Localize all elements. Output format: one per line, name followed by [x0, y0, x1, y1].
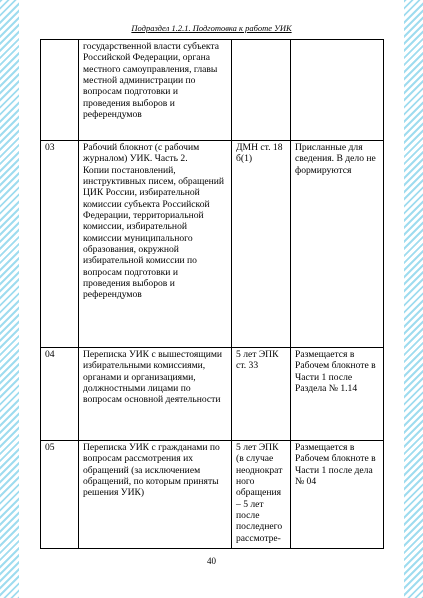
table-row: [41, 348, 384, 441]
document-name: Переписка УИК с гражданами по вопросам рассмотрения их обращений (за исключением обращений, по которым приняты решения УИК): [79, 441, 232, 549]
right-decorative-stripe: [404, 0, 423, 598]
table-row: [41, 40, 384, 141]
retention-period: 5 лет ЭПК (в случае неоднократ ного обращения – 5 лет после последнего рассмотре-: [232, 441, 291, 549]
row-note: Размещается в Рабочем блокноте в Части 1 после дела № 04: [291, 441, 384, 549]
row-note: [291, 40, 384, 141]
retention-period: 5 лет ЭПК ст. 33: [232, 348, 291, 441]
table-row: [41, 441, 384, 549]
row-number: 05: [41, 441, 79, 549]
row-number: 03: [41, 141, 79, 348]
document-name: Переписка УИК с вышестоящими избирательными комиссиями, органами и организациями, должностными лицами по вопросам основной деятельности: [79, 348, 232, 441]
table-row: [41, 141, 384, 348]
document-name: Рабочий блокнот (с рабочим журналом) УИК. Часть 2. Копии постановлений, инструктивных писем, обращений ЦИК России, избирательной комиссии субъекта Российской Федерации, территориальной комиссии, избирательной комиссии муниципального образования, окружной избирательной комиссии по вопросам подготовки и проведения выборов и референдумов: [79, 141, 232, 348]
page-header: Подраздел 1.2.1. Подготовка к работе УИК: [131, 23, 292, 33]
row-number: [41, 40, 79, 141]
retention-period: [232, 40, 291, 141]
row-note: Присланные для сведения. В дело не формируются: [291, 141, 384, 348]
nomenclature-table: [40, 39, 384, 549]
left-decorative-stripe: [0, 0, 19, 598]
retention-period: ДМН ст. 18 б(1): [232, 141, 291, 348]
row-number: 04: [41, 348, 79, 441]
row-note: Размещается в Рабочем блокноте в Части 1 после Раздела № 1.14: [291, 348, 384, 441]
page-number: 40: [207, 556, 216, 566]
document-name: государственной власти субъекта Российской Федерации, органа местного самоуправления, главы местной администрации по вопросам подготовки и проведения выборов и референдумов: [79, 40, 232, 141]
